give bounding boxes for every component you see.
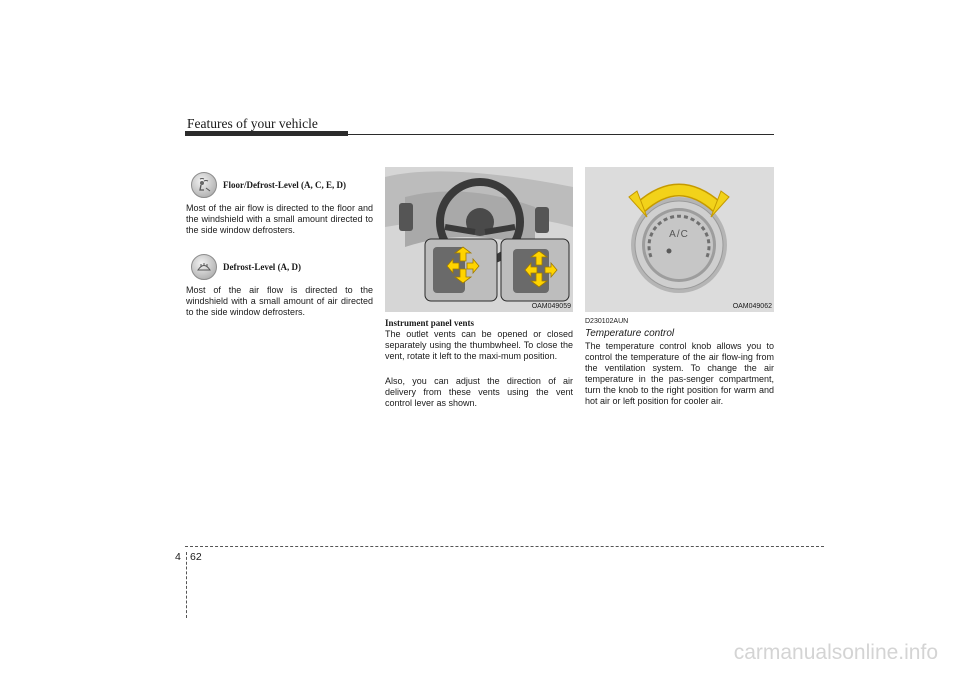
page-number: 62: [190, 551, 202, 563]
header-title: Features of your vehicle: [187, 116, 318, 131]
header-rule-accent: [185, 131, 348, 136]
defrost-description: Most of the air flow is directed to the windshield with a small amount of air directed to the side window defrosters.: [186, 285, 373, 317]
knob-ac-label: A/C: [669, 229, 689, 240]
defrost-mode-icon: [191, 254, 217, 280]
footer-rule: [185, 546, 824, 547]
instrument-panel-vents-figure: [385, 167, 573, 312]
defrost-title: Defrost-Level (A, D): [223, 262, 302, 272]
middle-figure-code: OAM049059: [531, 303, 571, 310]
footer-crop-mark: [186, 552, 187, 618]
instrument-panel-vents-para1: The outlet vents can be opened or closed separately using the thumbwheel. To close the vent, rotate it left to the maxi-mum position.: [385, 329, 573, 361]
temperature-control-code: D230102AUN: [585, 318, 629, 325]
floor-defrost-mode-icon: [191, 172, 217, 198]
temperature-control-heading: Temperature control: [585, 328, 675, 339]
floor-defrost-description: Most of the air flow is directed to the floor and the windshield with a small amount directed to the side window defrosters.: [186, 203, 373, 235]
watermark: carmanualsonline.info: [733, 641, 938, 664]
temperature-knob-figure: [585, 167, 774, 312]
instrument-panel-vents-para2: Also, you can adjust the direction of air delivery from these vents using the vent control lever as shown.: [385, 376, 573, 408]
right-figure-code: OAM049062: [732, 303, 772, 310]
temperature-control-description: The temperature control knob allows you to control the temperature of the air flow-ing from the ventilation system. To change the air temperature in the pas-senger compartment, turn the knob to the right position for warm and hot air or left position for cooler air.: [585, 341, 774, 406]
chapter-number: 4: [175, 551, 181, 563]
floor-defrost-title: Floor/Defrost-Level (A, C, E, D): [223, 180, 347, 190]
instrument-panel-vents-heading: Instrument panel vents: [385, 318, 475, 328]
